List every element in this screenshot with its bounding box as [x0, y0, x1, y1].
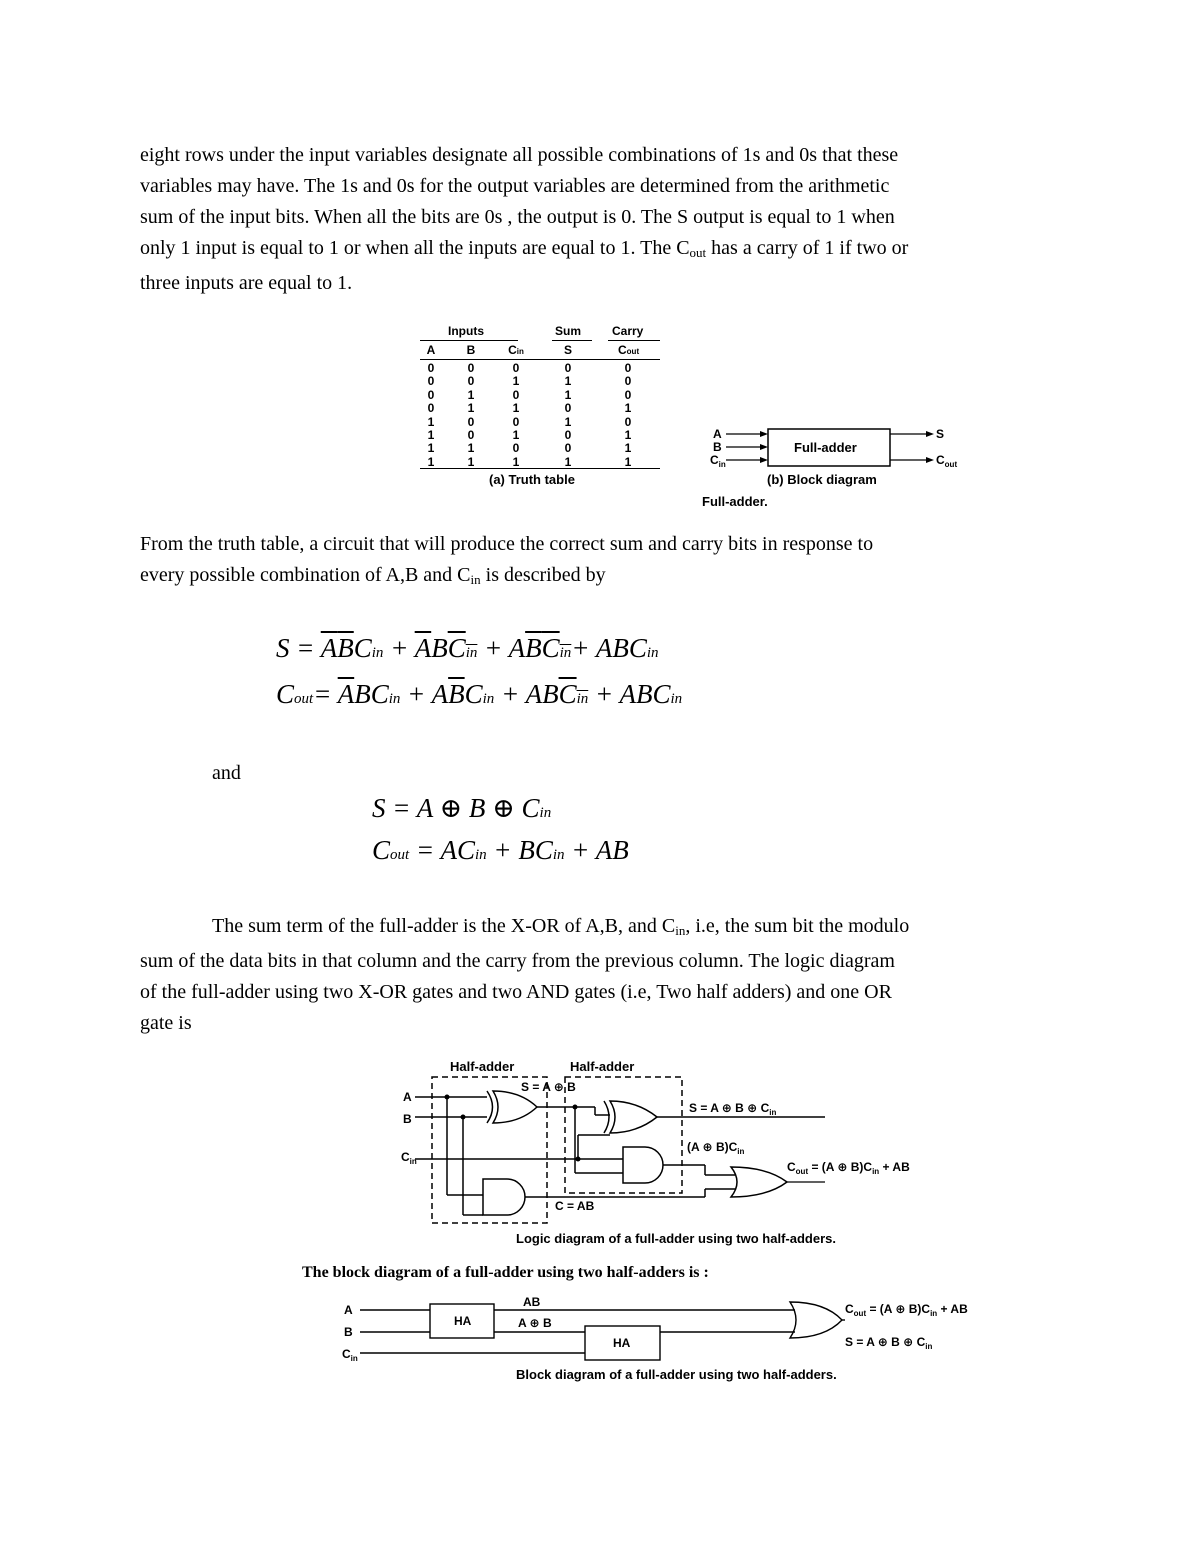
intro-line-3: sum of the input bits. When all the bits are 0s , the output is 0. The S output is equal to 1 when [140, 206, 895, 228]
tt-cell: 0 [512, 361, 520, 375]
ha-input-cin: $C_{in}$ [342, 1347, 358, 1363]
tt-cell: 0 [467, 428, 475, 442]
tt-cell: 0 [624, 414, 632, 429]
para2-line-2: every possible combination of A,B and $C_{in}$ is described by [140, 564, 606, 587]
equation-sum-xor: S = A ⊕ B ⊕ Cin [372, 793, 552, 823]
ha-a-xor-b: A ⊕ B [518, 1316, 552, 1330]
tt-cell: 0 [564, 401, 572, 416]
tt-cell: 1 [512, 428, 520, 442]
tt-header-carry: Carry [612, 324, 644, 338]
tt-caption: (a) Truth table [489, 472, 575, 487]
tt-cell: 1 [624, 441, 632, 456]
ld-c-ab: C = AB [555, 1199, 595, 1213]
tt-cell: 0 [512, 387, 520, 402]
para2-line-1: From the truth table, a circuit that will produce the correct sum and carry bits in response to [140, 533, 874, 555]
intro-line-4: only 1 input is equal to 1 or when all the inputs are equal to 1. The $C_{out}$ has a carry of 1 if two or [140, 237, 909, 260]
intro-paragraph [140, 140, 1060, 299]
tt-cell: 1 [427, 428, 435, 442]
tt-col-s: S [563, 343, 572, 357]
tt-header-sum: Sum [555, 324, 582, 338]
tt-cell: 0 [564, 441, 572, 456]
bd-box-label: Full-adder [794, 440, 857, 455]
tt-header-inputs: Inputs [448, 324, 484, 338]
bd-output-s: S [936, 427, 945, 441]
ld-s-output: S = A ⊕ B ⊕ $C_{in}$ [689, 1101, 777, 1117]
tt-cell: 1 [564, 454, 572, 469]
tt-cell: 1 [467, 454, 475, 469]
bd-input-a: A [713, 427, 722, 441]
ha-label-1: HA [454, 1314, 472, 1328]
ha-label-2: HA [613, 1336, 631, 1350]
tt-cell: 0 [564, 428, 572, 442]
tt-cell: 0 [427, 387, 435, 402]
ha-block-diagram [330, 1290, 1030, 1365]
tt-cell: 0 [624, 374, 632, 389]
tt-cell: 1 [624, 454, 632, 469]
tt-cell: 1 [427, 414, 435, 429]
intro-line-5: three inputs are equal to 1. [140, 272, 353, 294]
tt-col-a: A [426, 343, 436, 357]
ha-input-a: A [344, 1303, 353, 1317]
tt-cell: 1 [427, 454, 435, 469]
tt-cell: 0 [427, 401, 435, 416]
sum-term-paragraph [140, 911, 1060, 1039]
tt-cell: 1 [512, 401, 520, 416]
equation-cout-simplified: Cout = ACin + BCin + AB [372, 835, 629, 865]
tt-cell: 1 [512, 374, 520, 389]
ha-input-b: B [344, 1325, 353, 1339]
tt-cell: 0 [427, 361, 435, 375]
ld-cout-output: $C_{out} = (A$ ⊕ $B)C_{in}$ + AB [787, 1160, 910, 1176]
ha-s-output: S = A ⊕ B ⊕ $C_{in}$ [845, 1335, 933, 1351]
ha-block-caption: Block diagram of a full-adder using two half-adders. [516, 1367, 837, 1382]
tt-cell: 0 [467, 374, 475, 389]
truth-table [418, 324, 664, 484]
truth-table-paragraph [140, 529, 1060, 595]
tt-cell: 0 [512, 414, 520, 429]
tt-cell: 0 [427, 374, 435, 389]
tt-col-cin: Cin [508, 343, 524, 357]
tt-col-b: B [466, 343, 476, 357]
ld-input-a: A [403, 1090, 412, 1104]
para3-line-1: The sum term of the full-adder is the X-OR of A,B, and $C_{in}$, i.e, the sum bit the modulo [212, 915, 910, 938]
tt-cell: 0 [564, 361, 572, 375]
tt-col-cout: Cout [618, 343, 640, 357]
ld-input-b: B [403, 1112, 412, 1126]
full-adder-block-diagram [700, 420, 970, 476]
logic-diagram-caption: Logic diagram of a full-adder using two half-adders. [516, 1231, 836, 1246]
tt-cell: 0 [467, 414, 475, 429]
logic-diagram [395, 1055, 965, 1255]
and-word: and [212, 762, 241, 784]
para3-line-3: of the full-adder using two X-OR gates and two AND gates (i.e, Two half adders) and one OR [140, 981, 892, 1003]
tt-cell: 1 [467, 401, 475, 416]
tt-cell: 0 [512, 441, 520, 456]
ha-cout-output: $C_{out} = (A$ ⊕ $B)C_{in}$ + AB [845, 1302, 968, 1318]
bd-input-cin: $C_{in}$ [710, 453, 726, 469]
ld-half-adder-label-2: Half-adder [570, 1059, 635, 1074]
bd-caption: (b) Block diagram [767, 472, 877, 487]
tt-cell: 1 [427, 441, 435, 456]
equation-sum-sop: $S = \overline{A}\overline{B}Cin + \overline{A}B\overline{C}\overline{in} + A\overline{B}\overline{C}\overline{in}+$ ABCin [276, 633, 659, 663]
intro-line-2: variables may have. The 1s and 0s for the output variables are determined from the arithmetic [140, 175, 890, 197]
tt-cell: 0 [467, 361, 475, 375]
tt-cell: 1 [564, 414, 572, 429]
tt-cell: 1 [564, 387, 572, 402]
bd-output-cout: $C_{out}$ [936, 453, 958, 469]
ha-ab: AB [523, 1295, 541, 1309]
tt-cell: 0 [624, 361, 632, 375]
tt-cell: 1 [512, 454, 520, 469]
figure-caption: Full-adder. [702, 494, 768, 509]
ld-half-adder-label-1: Half-adder [450, 1059, 515, 1074]
tt-cell: 1 [467, 387, 475, 402]
tt-cell: 1 [467, 441, 475, 456]
equation-cout-sop: Cout= $\overline{A}BCin + A\overline{B}Cin + AB\overline{C}\overline{in}$ + ABCin [276, 679, 683, 709]
para3-line-4: gate is [140, 1012, 192, 1034]
ld-ab-cin: (A ⊕ $B)C_{in}$ [687, 1140, 745, 1156]
tt-cell: 0 [624, 387, 632, 402]
intro-line-1: eight rows under the input variables designate all possible combinations of 1s and 0s that these [140, 144, 899, 166]
ld-input-cin: $C_{in}$ [401, 1150, 417, 1166]
tt-cell: 1 [624, 401, 632, 416]
block-intro-text: The block diagram of a full-adder using two half-adders is : [302, 1264, 709, 1281]
para3-line-2: sum of the data bits in that column and the carry from the previous column. The logic diagram [140, 950, 895, 972]
tt-cell: 1 [624, 428, 632, 442]
ld-s-a-xor-b: S = A ⊕ B [521, 1080, 576, 1094]
tt-cell: 1 [564, 374, 572, 389]
bd-input-b: B [713, 440, 722, 454]
